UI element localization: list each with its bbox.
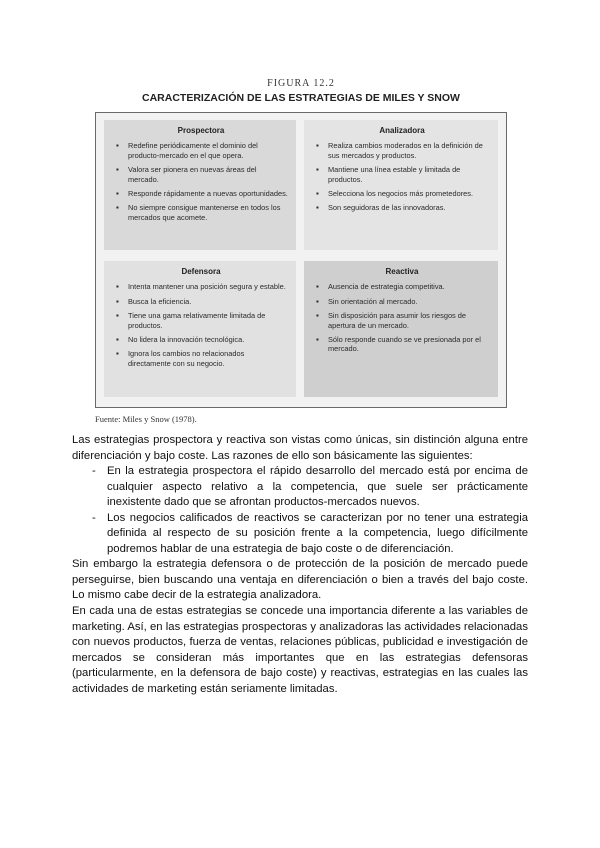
list-item: ▪ Sin orientación al mercado. [314, 297, 490, 306]
list-item: ▪ Sin disposición para asumir los riesgos de apertura de un mercado. [314, 311, 490, 330]
figure-12-2 [95, 78, 507, 430]
list-item: ▪ Sólo responde cuando se ve presionada por el mercado. [314, 335, 490, 354]
quadrant-analizadora [304, 120, 498, 250]
list-item: ▪ Son seguidoras de las innovadoras. [314, 203, 490, 212]
body-section-1 [72, 433, 528, 604]
figure-label: FIGURA 12.2 [267, 78, 335, 89]
quadrant-title: Analizadora [379, 126, 425, 135]
strategy-matrix [95, 112, 507, 408]
list-item: ▪ Busca la eficiencia. [114, 297, 288, 306]
list-item: ▪ Intenta mantener una posición segura y estable. [114, 282, 288, 291]
list-item: ▪ Tiene una gama relativamente limitada de productos. [114, 311, 288, 330]
paragraph-defensora: Sin embargo la estrategia defensora o de protección de la posición de mercado puede perseguirse, bien buscando una ventaja en diferenciación o bien a través del bajo coste. Lo mismo cabe decir de la estrategia analizadora. [72, 558, 528, 601]
figure-title: CARACTERIZACIÓN DE LAS ESTRATEGIAS DE MILES Y SNOW [142, 92, 460, 104]
quadrant-defensora [104, 261, 296, 397]
quadrant-title: Prospectora [177, 126, 225, 135]
reasons-list [72, 464, 528, 557]
list-item: ▪ Responde rápidamente a nuevas oportunidades. [114, 189, 288, 198]
list-item: ▪ Valora ser pionera en nuevas áreas del mercado. [114, 165, 288, 184]
list-item: - En la estrategia prospectora el rápido desarrollo del mercado está por encima de cualquier aspecto relativo a la competencia, que suele ser prácticamente inexistente dado que se afrontan productos-mercados nuevos. [72, 464, 528, 511]
list-item: ▪ Realiza cambios moderados en la definición de sus mercados y productos. [314, 141, 490, 160]
list-item: ▪ No lidera la innovación tecnológica. [114, 335, 288, 344]
figure-source: Fuente: Miles y Snow (1978). [95, 414, 197, 424]
paragraph-marketing: En cada una de estas estrategias se concede una importancia diferente a las variables de marketing. Así, en las estrategias prospectoras y analizadoras las actividades relacionadas con nuevos productos, fuerza de ventas, relaciones públicas, publicidad e investigación de mercados se consideran más importantes que en las estrategias defensoras (particularmente, en la defensora de bajo coste) y reactivas, estrategias en las cuales las actividades de marketing están seriamente limitadas. [72, 605, 528, 695]
paragraph-intro: Las estrategias prospectora y reactiva son vistas como únicas, sin distinción alguna entre diferenciación y bajo coste. Las razones de ello son básicamente las siguientes: [72, 434, 528, 462]
quadrant-title: Defensora [181, 267, 221, 276]
quadrant-prospectora [104, 120, 296, 250]
list-item: ▪ Redefine periódicamente el dominio del producto-mercado en el que opera. [114, 141, 288, 160]
list-item: ▪ Ignora los cambios no relacionados directamente con su negocio. [114, 349, 288, 368]
list-item: ▪ Ausencia de estrategia competitiva. [314, 282, 490, 291]
list-item: ▪ Mantiene una línea estable y limitada de productos. [314, 165, 490, 184]
list-item: - Los negocios calificados de reactivos se caracterizan por no tener una estrategia definida al respecto de su posición frente a la competencia, luego difícilmente podremos hablar de una estrategia de bajo coste o de diferenciación. [72, 511, 528, 558]
quadrant-title: Reactiva [385, 267, 419, 276]
list-item: ▪ Selecciona los negocios más prometedores. [314, 189, 490, 198]
quadrant-reactiva [304, 261, 498, 397]
list-item: ▪ No siempre consigue mantenerse en todos los mercados que acomete. [114, 203, 288, 222]
